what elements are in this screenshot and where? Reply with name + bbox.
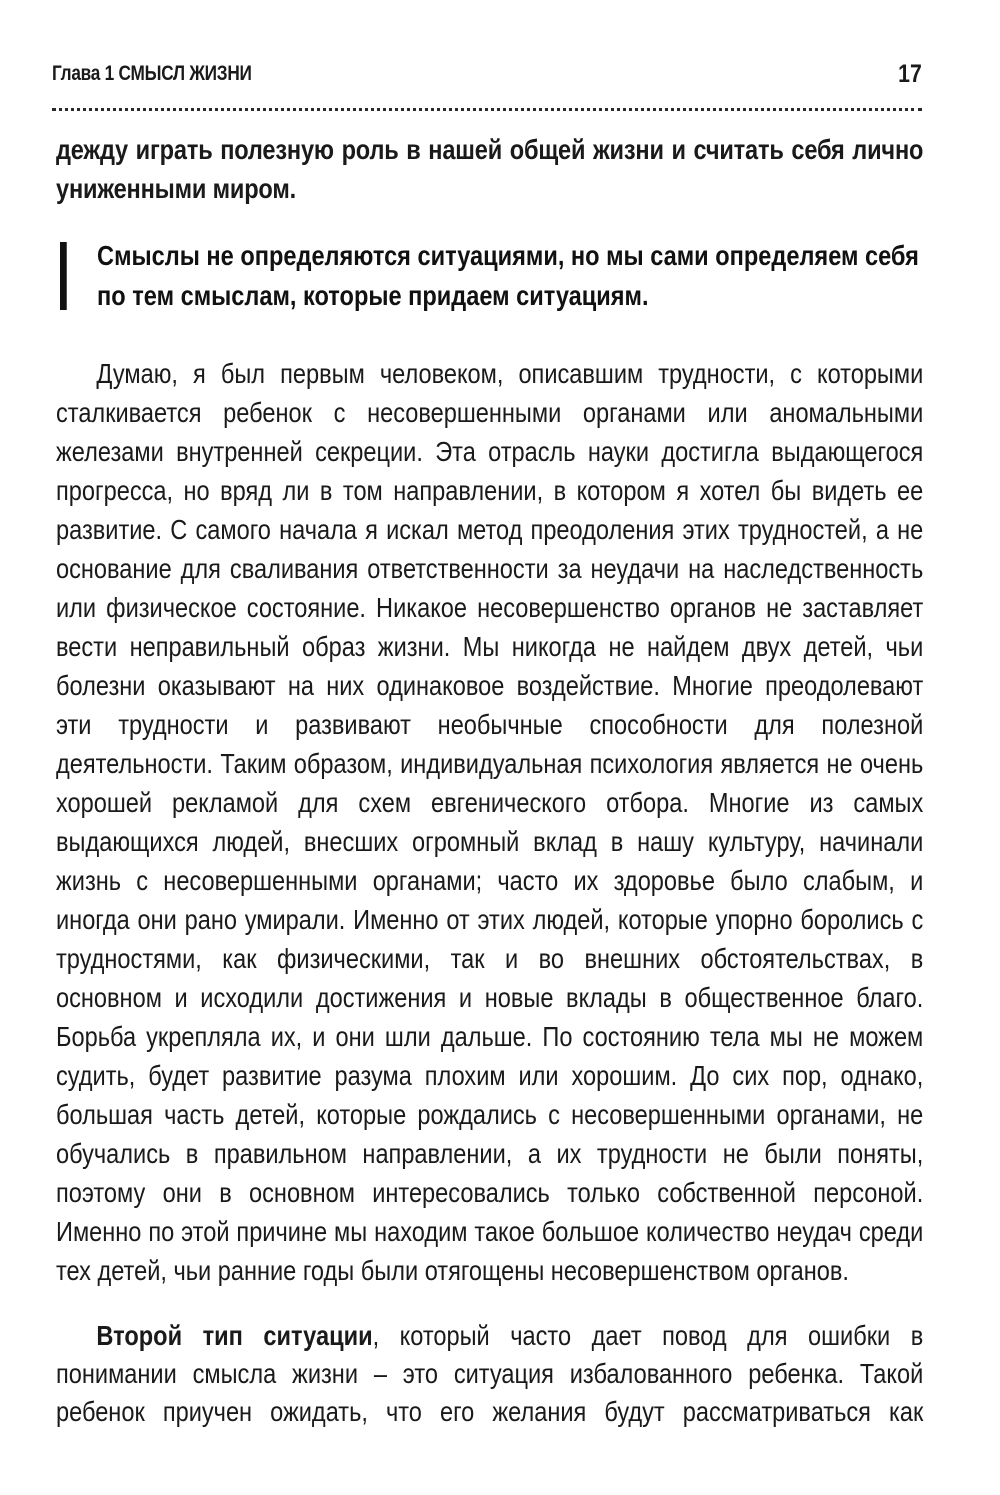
continuation-paragraph: дежду играть полезную роль в нашей общей жизни и считать себя лично униженными миром.: [56, 134, 924, 204]
running-head: [52, 60, 922, 111]
quote-bar-icon: [60, 242, 67, 310]
chapter-title: Глава 1 СМЫСЛ ЖИЗНИ: [52, 62, 252, 85]
pull-quote-text: Смыслы не определяются ситуациями, но мы сами определяем себя по тем смыслам, которые придаем ситуациям.: [97, 240, 919, 311]
body-paragraph-second: [56, 1317, 923, 1431]
paragraph-lead-phrase: Второй тип ситуации: [96, 1320, 373, 1351]
page-number: 17: [898, 60, 922, 88]
body-paragraph: Думаю, я был первым человеком, описавшим трудности, с которыми сталкивается ребенок с несовершенными органами или аномальными железами внутренней секреции. Эта отрасль науки достигла выдающегося прогресса, но вряд ли в том направлении, в котором я хотел бы видеть ее развитие. С самого начала я искал метод преодоления этих трудностей, а не основание для сваливания ответственности за неудачи на наследственность или физическое состояние. Никакое несовершенство органов не заставляет вести неправильный образ жизни. Мы никогда не найдем двух детей, чьи болезни оказывают на них одинаковое воздействие. Многие преодолевают эти трудности и развивают необычные способности для полезной деятельности. Таким образом, индивидуальная психология является не очень хорошей рекламой для схем евгенического отбора. Многие из самых выдающихся людей, внесших огромный вклад в нашу культуру, начинали жизнь с несовершенными органами; часто их здоровье было слабым, и иногда они рано умирали. Именно от этих людей, которые упорно боролись с трудностями, как физическими, так и во внешних обстоятельствах, в основном и исходили достижения и новые вклады в общественное благо. Борьба укрепляла их, и они шли дальше. По состоянию тела мы не можем судить, будет развитие разума плохим или хорошим. До сих пор, однако, большая часть детей, которые рождались с несовершенными органами, не обучались в правильном направлении, а их трудности не были поняты, поэтому они в основном интересовались только собственной персоной. Именно по этой причине мы находим такое большое количество неудач среди тех детей, чьи ранние годы были отягощены несовершенством органов.: [56, 358, 924, 1286]
paragraph-text: , который часто дает повод для ошибки в понимании смысла жизни – это ситуация избалованного ребенка. Такой ребенок приучен ожидать, что его желания будут рассматриваться как: [56, 1320, 924, 1427]
